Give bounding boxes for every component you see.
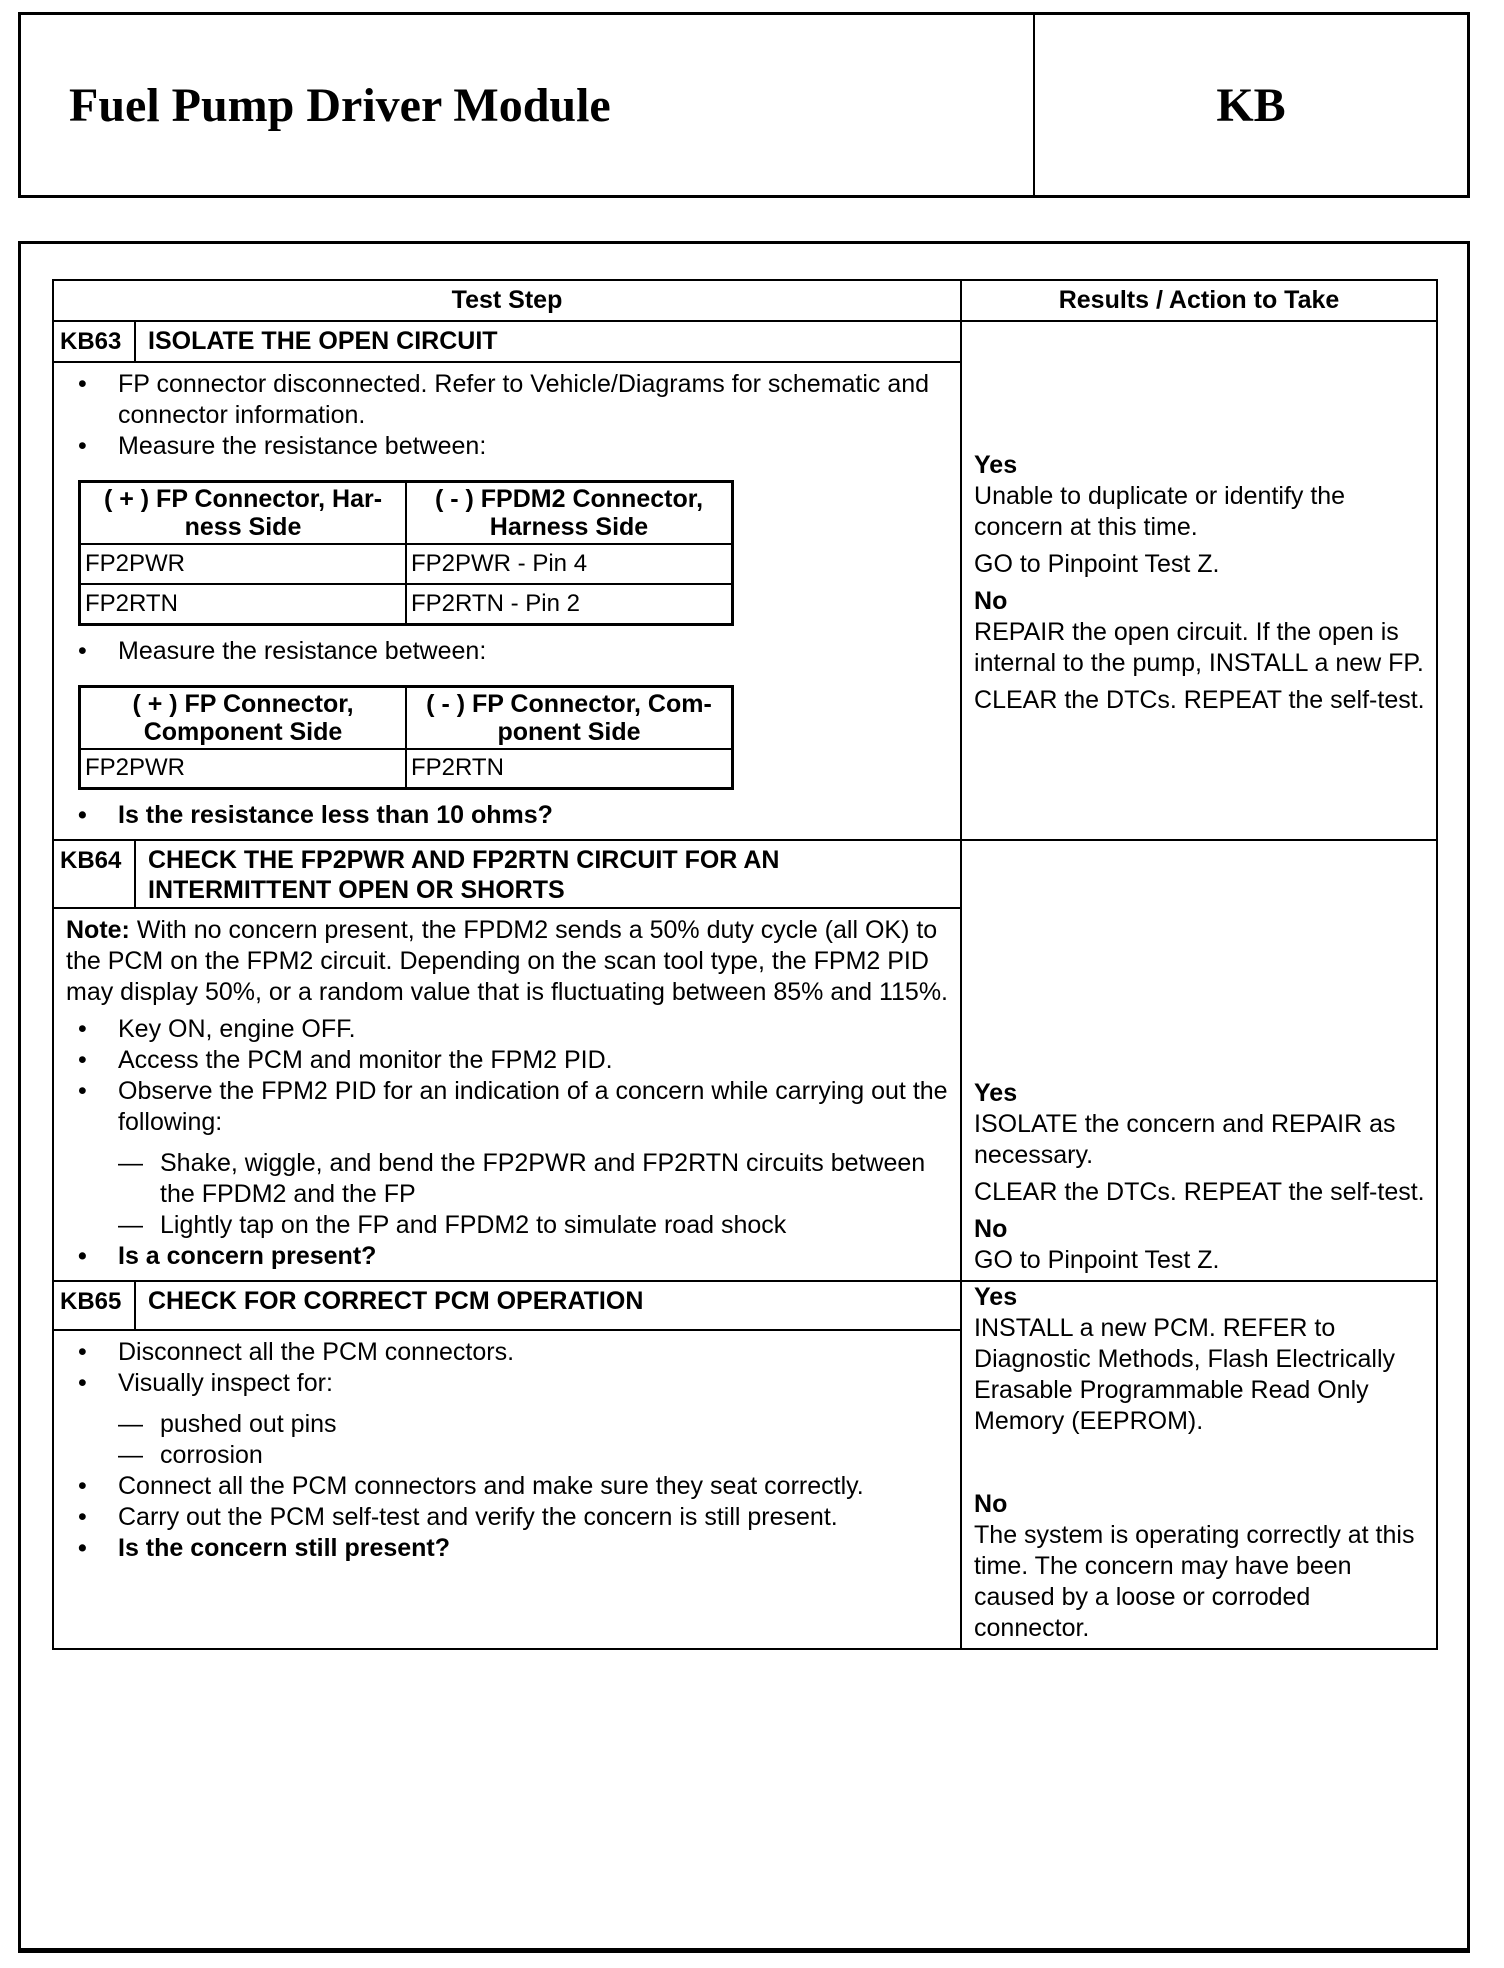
result-yes-text: Unable to duplicate or identify the concern at this time.	[974, 482, 1346, 541]
column-header-test-step: Test Step	[53, 280, 961, 321]
result-yes-label: Yes	[974, 451, 1018, 479]
instruction-text: Visually inspect for:	[118, 1368, 333, 1397]
connector-row	[80, 544, 733, 584]
connector-cell: FP2PWR	[80, 544, 407, 584]
connector-cell: FP2PWR - Pin 4	[406, 544, 733, 584]
connector-row	[80, 749, 733, 789]
connector-header: ( + ) FP Connector, Component Side	[80, 686, 407, 749]
step-result	[961, 840, 1437, 1281]
step-question: • Is the concern still present?	[66, 1533, 950, 1564]
result-no-label: No	[974, 587, 1008, 615]
main-content	[18, 241, 1470, 1953]
step-question: • Is a concern present?	[66, 1241, 950, 1272]
instruction-item: • Disconnect all the PCM connectors.	[66, 1337, 950, 1368]
sub-instruction-item: — Shake, wiggle, and bend the FP2PWR and FP2RTN circuits between the FPDM2 and the FP	[118, 1148, 950, 1210]
sub-instruction-item: — pushed out pins	[118, 1409, 950, 1440]
instruction-item	[66, 1368, 950, 1471]
question-list	[66, 800, 950, 831]
connector-header: ( - ) FPDM2 Connector, Harness Side	[406, 482, 733, 545]
instruction-list	[66, 369, 950, 462]
instruction-item: • Connect all the PCM connectors and make sure they seat correctly.	[66, 1471, 950, 1502]
step-body	[53, 908, 961, 1281]
connector-table-component	[78, 685, 734, 791]
step-id: KB64	[53, 840, 135, 908]
result-no-text: The system is operating correctly at this time. The concern may have been caused by a loose or corroded connector.	[974, 1521, 1415, 1642]
result-no-label: No	[974, 1490, 1008, 1518]
instruction-text: Observe the FPM2 PID for an indication of a concern while carrying out the following:	[118, 1077, 948, 1136]
step-id: KB63	[53, 321, 135, 362]
table-header-row	[53, 280, 1437, 321]
instruction-list	[66, 636, 950, 667]
sub-instruction-item: — Lightly tap on the FP and FPDM2 to simulate road shock	[118, 1210, 950, 1241]
section-code: KB	[1216, 78, 1286, 132]
sub-instruction-list	[118, 1148, 950, 1241]
result-yes-text: ISOLATE the concern and REPAIR as necessary.	[974, 1110, 1396, 1169]
instruction-item	[66, 1076, 950, 1241]
instruction-item: • Carry out the PCM self-test and verify the concern is still present.	[66, 1502, 950, 1533]
result-yes-text: INSTALL a new PCM. REFER to Diagnostic Methods, Flash Electrically Erasable Programmable Read Only Memory (EEPROM).	[974, 1314, 1396, 1435]
step-note	[66, 915, 950, 1008]
instruction-item: • FP connector disconnected. Refer to Vehicle/Diagrams for schematic and connector information.	[66, 369, 950, 431]
step-id: KB65	[53, 1281, 135, 1330]
step-header-row	[53, 321, 1437, 362]
step-header-row	[53, 840, 1437, 908]
connector-header: ( + ) FP Connector, Har-ness Side	[80, 482, 407, 545]
instruction-item: • Access the PCM and monitor the FPM2 PID.	[66, 1045, 950, 1076]
instruction-list	[66, 1337, 950, 1564]
result-no-text: GO to Pinpoint Test Z.	[974, 1246, 1220, 1274]
sub-instruction-list	[118, 1409, 950, 1471]
step-body	[53, 362, 961, 840]
result-yes-label: Yes	[974, 1079, 1018, 1107]
step-title: CHECK FOR CORRECT PCM OPERATION	[135, 1281, 961, 1330]
note-label: Note:	[66, 916, 130, 944]
test-steps-table	[52, 279, 1438, 1650]
result-no-label: No	[974, 1215, 1008, 1243]
instruction-item: • Measure the resistance between:	[66, 431, 950, 462]
result-no-text: REPAIR the open circuit. If the open is internal to the pump, INSTALL a new FP.	[974, 618, 1424, 677]
result-no-text: CLEAR the DTCs. REPEAT the self-test.	[974, 686, 1425, 714]
connector-cell: FP2PWR	[80, 749, 407, 789]
page-title: Fuel Pump Driver Module	[21, 15, 1035, 195]
instruction-list	[66, 1014, 950, 1272]
step-title: ISOLATE THE OPEN CIRCUIT	[135, 321, 961, 362]
step-result	[961, 321, 1437, 840]
connector-header: ( - ) FP Connector, Com-ponent Side	[406, 686, 733, 749]
connector-cell: FP2RTN	[406, 749, 733, 789]
sub-instruction-item: — corrosion	[118, 1440, 950, 1471]
connector-cell: FP2RTN	[80, 584, 407, 624]
column-header-results: Results / Action to Take	[961, 280, 1437, 321]
step-question: • Is the resistance less than 10 ohms?	[66, 800, 950, 831]
result-yes-text: GO to Pinpoint Test Z.	[974, 550, 1220, 578]
step-body	[53, 1330, 961, 1649]
connector-cell: FP2RTN - Pin 2	[406, 584, 733, 624]
page-header	[18, 12, 1470, 198]
step-header-row	[53, 1281, 1437, 1330]
result-yes-text: CLEAR the DTCs. REPEAT the self-test.	[974, 1178, 1425, 1206]
instruction-item: • Key ON, engine OFF.	[66, 1014, 950, 1045]
step-title: CHECK THE FP2PWR AND FP2RTN CIRCUIT FOR AN INTERMITTENT OPEN OR SHORTS	[135, 840, 961, 908]
result-yes-label: Yes	[974, 1283, 1018, 1311]
connector-row	[80, 584, 733, 624]
step-result	[961, 1281, 1437, 1649]
connector-table-harness	[78, 480, 734, 626]
note-text: With no concern present, the FPDM2 sends a 50% duty cycle (all OK) to the PCM on the FPM2 circuit. Depending on the scan tool type, the FPM2 PID may display 50%, or a random value that is fluctuating between 85% and 115%.	[66, 916, 949, 1006]
instruction-item: • Measure the resistance between:	[66, 636, 950, 667]
